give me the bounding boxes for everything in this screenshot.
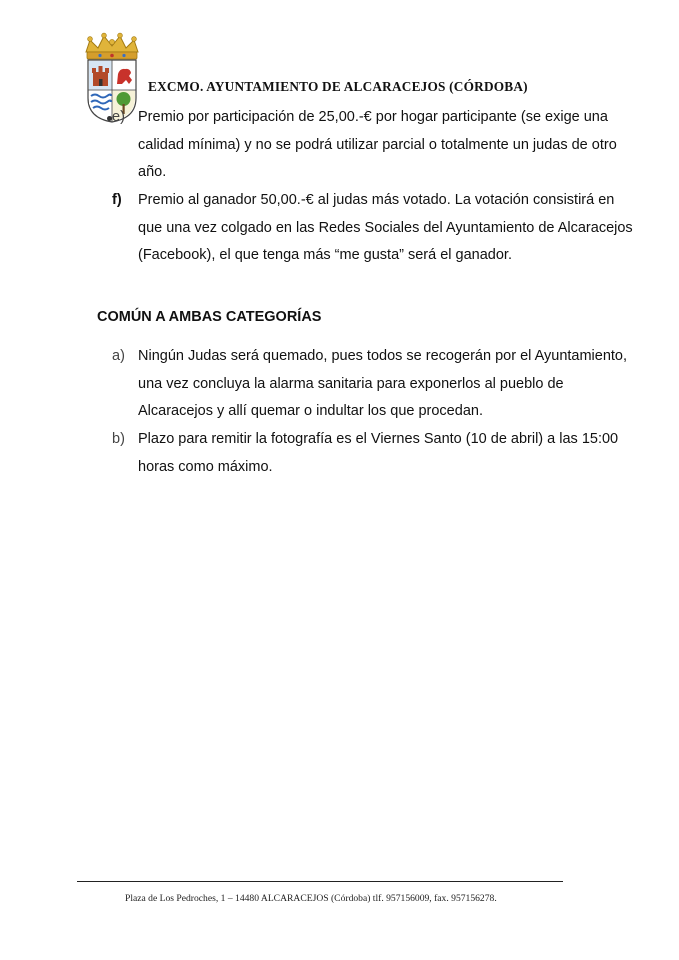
list-item-text <box>138 104 617 187</box>
list-marker: b) <box>112 431 125 447</box>
list-item-text <box>138 187 633 270</box>
text-line: horas como máximo. <box>138 458 273 475</box>
text-line: Alcaracejos y allí quemar o indultar los que procedan. <box>138 403 483 419</box>
text-line: año. <box>138 164 167 180</box>
header-title: EXCMO. AYUNTAMIENTO DE ALCARACEJOS (CÓRDOBA) <box>148 79 528 94</box>
section-heading: COMÚN A AMBAS CATEGORÍAS <box>97 309 322 325</box>
list-item-text <box>138 343 628 426</box>
list-marker: e) <box>112 109 125 125</box>
text-line: Plazo para remitir la fotografía es el Viernes Santo (10 de abril) a las 15:00 <box>138 431 619 447</box>
text-line: Premio por participación de 25,00.-€ por hogar participante (se exige una <box>138 109 608 125</box>
list-marker: a) <box>112 348 125 364</box>
text-line: (Facebook), el que tenga más “me gusta” será el ganador. <box>138 247 512 263</box>
text-line: Premio al ganador 50,00.-€ al judas más votado. La votación consistirá en <box>138 192 615 208</box>
text-line: que una vez colgado en las Redes Sociales del Ayuntamiento de Alcaracejos <box>138 219 633 236</box>
list-item-text <box>138 426 619 481</box>
text-line: Ningún Judas será quemado, pues todos se recogerán por el Ayuntamiento, <box>138 348 628 364</box>
list-marker: f) <box>112 192 122 208</box>
footer-divider <box>77 881 563 882</box>
text-line: una vez concluya la alarma sanitaria para exponerlos al pueblo de <box>138 375 564 392</box>
footer-address: Plaza de Los Pedroches, 1 – 14480 ALCARACEJOS (Córdoba) tlf. 957156009, fax. 957156278. <box>125 893 497 904</box>
text-line: calidad mínima) y no se podrá utilizar parcial o totalmente un judas de otro <box>138 136 617 153</box>
